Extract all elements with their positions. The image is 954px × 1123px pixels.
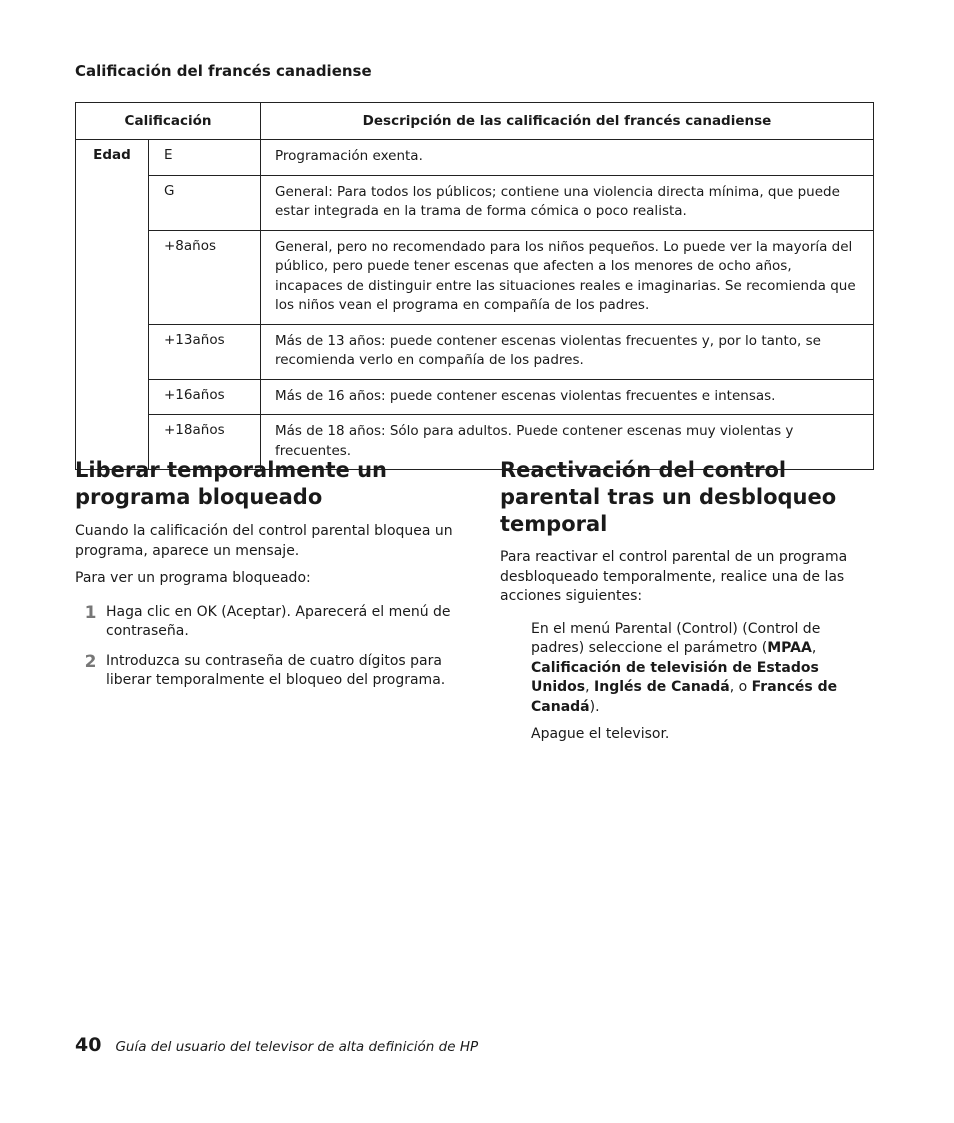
table-header-row <box>76 103 874 140</box>
table-row <box>76 140 874 176</box>
description-cell: General, pero no recomendado para los niños pequeños. Lo puede ver la mayoría del público, pero puede tener escenas que afecten a los menores de ocho años, incapaces de distinguir entre las situaciones reales e imaginarias. Se recomienda que los niños vean el programa en compañía de los padres. <box>261 230 874 324</box>
page-footer <box>75 1034 478 1056</box>
description-cell: Más de 16 años: puede contener escenas violentas frecuentes e intensas. <box>261 379 874 415</box>
left-column <box>75 457 455 691</box>
right-intro: Para reactivar el control parental de un programa desbloqueado temporalmente, realice una de las acciones siguientes: <box>500 549 848 604</box>
step-text: Introduzca su contraseña de cuatro dígitos para liberar temporalmente el bloqueo del programa. <box>106 652 446 688</box>
table-row <box>76 324 874 379</box>
rating-cell: G <box>149 175 261 230</box>
option-canada-english: Inglés de Canadá <box>594 679 730 695</box>
page-number: 40 <box>75 1034 102 1056</box>
footer-title: Guía del usuario del televisor de alta definición de HP <box>115 1039 479 1055</box>
step-text: Haga clic en OK (Aceptar). Aparecerá el menú de contraseña. <box>106 603 451 639</box>
separator: , <box>811 640 817 656</box>
separator: , <box>585 679 595 695</box>
description-cell: Más de 13 años: puede contener escenas violentas frecuentes y, por lo tanto, se recomienda verlo en compañía de los padres. <box>261 324 874 379</box>
description-cell: Programación exenta. <box>261 140 874 176</box>
description-cell: General: Para todos los públicos; contiene una violencia directa mínima, que puede estar integrada en la trama de forma cómica o poco realista. <box>261 175 874 230</box>
left-heading: Liberar temporalmente un programa bloqueado <box>75 458 387 509</box>
option-mpaa: MPAA <box>767 640 812 656</box>
separator: , o <box>729 679 752 695</box>
rating-table <box>75 102 874 470</box>
action-item <box>500 620 870 718</box>
header-rating: Calificación <box>76 103 261 140</box>
table-row <box>76 379 874 415</box>
group-label: Edad <box>76 140 149 470</box>
table-row <box>76 175 874 230</box>
description-cell: Más de 18 años: Sólo para adultos. Puede contener escenas muy violentas y frecuentes. <box>261 415 874 470</box>
left-intro: Cuando la calificación del control parental bloquea un programa, aparece un mensaje. <box>75 523 453 559</box>
step-number: 2 <box>84 651 97 672</box>
step-item <box>75 603 455 642</box>
section-heading: Calificación del francés canadiense <box>75 62 372 80</box>
rating-cell: +16años <box>149 379 261 415</box>
action-text-end: ). <box>589 698 600 715</box>
action-item: Apague el televisor. <box>531 726 670 742</box>
header-description: Descripción de las calificación del francés canadiense <box>261 103 874 140</box>
option-us-tv: Calificación de televisión de Estados Unidos <box>531 659 819 695</box>
option-canada-french: Francés de Canadá <box>531 679 838 715</box>
right-heading: Reactivación del control parental tras un desbloqueo temporal <box>500 458 837 536</box>
rating-cell: +18años <box>149 415 261 470</box>
right-column <box>500 457 870 745</box>
rating-cell: E <box>149 140 261 176</box>
action-text: En el menú Parental (Control) (Control de padres) seleccione el parámetro ( <box>531 620 821 656</box>
rating-cell: +13años <box>149 324 261 379</box>
left-lead: Para ver un programa bloqueado: <box>75 570 311 586</box>
table-row <box>76 230 874 324</box>
step-number: 1 <box>84 602 97 623</box>
rating-cell: +8años <box>149 230 261 324</box>
step-item <box>75 652 455 691</box>
